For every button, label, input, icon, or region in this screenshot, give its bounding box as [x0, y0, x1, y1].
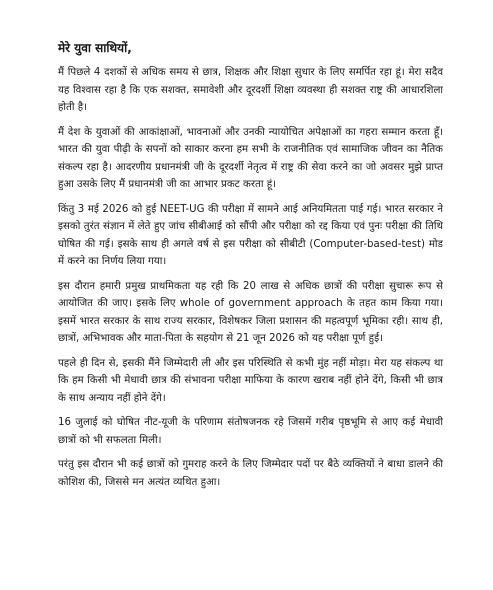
paragraph-1: मैं पिछले 4 दशकों से अधिक समय से छात्र, शिक्षक और शिक्षा सुधार के लिए समर्पित रहा हूं। मेरा सदैव यह विश्वास रहा है कि एक सशक्त, समावेशी और दूरदर्शी शिक्षा व्यवस्था ही सशक्त राष्ट्र की आधारशिला होती है।: [58, 67, 443, 113]
letter-salutation: मेरे युवा साथियों,: [58, 41, 132, 55]
paragraph-7: परंतु इस दौरान भी कई छात्रों को गुमराह करने के लिए जिम्मेदार पदों पर बैठे व्यक्तियों ने बाधा डालने की कोशिश की, जिससे मन अत्यंत व्यथित हुआ।: [58, 459, 443, 488]
paragraph-2: मैं देश के युवाओं की आकांक्षाओं, भावनाओं और उनकी न्यायोचित अपेक्षाओं का गहरा सम्मान करता हूँ। भारत की युवा पीढ़ी के सपनों को साकार करना हम सभी के राजनीतिक एवं सामाजिक जीवन का नैतिक संकल्प रहा है। आदरणीय प्रधानमंत्री जी के दूरदर्शी नेतृत्व में राष्ट्र की सेवा करने का जो अवसर मुझे प्राप्त हुआ उसके लिए मैं प्रधानमंत्री जी का आभार प्रकट करता हूं।: [58, 126, 443, 190]
paragraph-6: 16 जुलाई को घोषित नीट-यूजी के परिणाम संतोषजनक रहे जिसमें गरीब पृष्ठभूमि से आए कई मेधावी छात्रों को भी सफलता मिली।: [58, 417, 443, 446]
paragraph-4: इस दौरान हमारी प्रमुख प्राथमिकता यह रही कि 20 लाख से अधिक छात्रों की परीक्षा सुचारू रूप से आयोजित की जाए। इसके लिए whole of government approach के तहत काम किया गया। इसमें भारत सरकार के साथ राज्य सरकार, विशेषकर जिला प्रशासन की महत्वपूर्ण भूमिका रही। साथ ही, छात्रों, अभिभावक और माता-पिता के सहयोग से 21 जून 2026 को यह परीक्षा पूर्ण हुई।: [58, 280, 443, 344]
paragraph-3: किंतु 3 मई 2026 को हुई NEET-UG की परीक्षा में सामने आई अनियमितता पाई गई। भारत सरकार ने इसको तुरंत संज्ञान में लेते हुए जांच सीबीआई को सौंपी और परीक्षा को रद्द किया एवं पुनः परीक्षा की तिथि घोषित की गई। इसके साथ ही अगले वर्ष से इस परीक्षा को सीबीटी (Computer-based-test) मोड में करने का निर्णय लिया गया।: [58, 203, 443, 267]
paragraph-5: पहले ही दिन से, इसकी मैंने जिम्मेदारी ली और इस परिस्थिति से कभी मुंह नहीं मोड़ा। मेरा यह संकल्प था कि हम किसी भी मेधावी छात्र की संभावना परीक्षा माफिया के कारण खराब नहीं होने देंगे, किसी भी छात्र के साथ अन्याय नहीं होने देंगे।: [58, 357, 443, 404]
